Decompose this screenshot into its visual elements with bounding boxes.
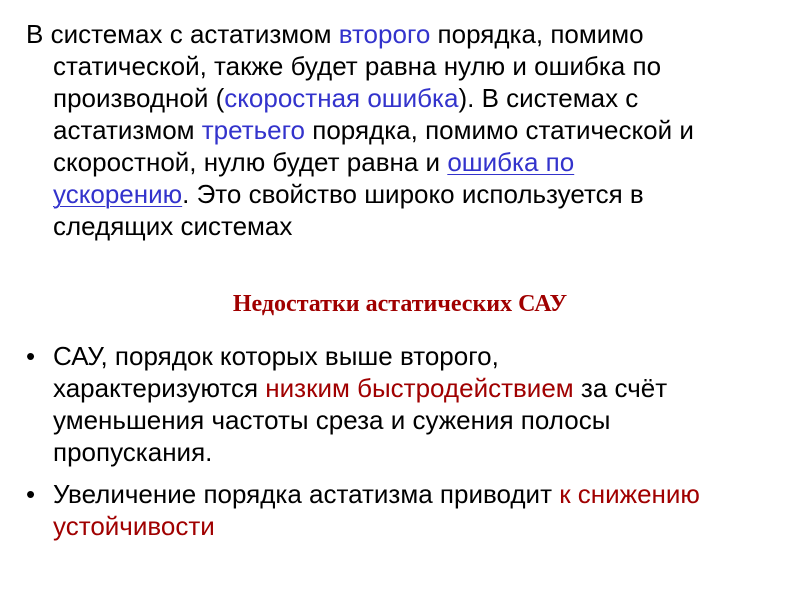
term-low-speed: низким быстродействием [265,373,574,403]
term-second: второго [338,19,431,49]
bullet-item: • Увеличение порядка астатизма приводит к снижению устойчивости [26,479,700,541]
term-stability-decrease-2: устойчивости [53,511,215,541]
intro-paragraph [26,18,766,242]
para-line: ускорению. Это свойство широко используется в [53,179,644,209]
section-heading: Недостатки астатических САУ [232,291,568,317]
para-line: производной (скоростная ошибка). В системах с [53,83,639,113]
para-line: скоростной, нулю будет равна и ошибка по [53,147,575,177]
para-line: астатизмом третьего порядка, помимо статической и [53,115,694,145]
bullet-item: • САУ, порядок которых выше второго, характеризуются низким быстродействием за счёт уменьшения частоты среза и сужения полосы пропускания. [26,341,668,467]
term-velocity-error: скоростная ошибка [224,83,459,113]
para-line: В системах с астатизмом второго порядка, помимо [26,19,644,49]
para-line: статической, также будет равна нулю и ошибка по [53,51,662,81]
term-acceleration-error-2: ускорению [53,179,183,209]
para-line: следящих системах [53,211,293,241]
bullet-list [26,340,786,552]
term-stability-decrease-1: к снижению [559,479,700,509]
term-third: третьего [201,115,306,145]
bullet-icon: • [26,479,36,509]
bullet-icon: • [26,341,36,371]
term-acceleration-error-1: ошибка по [447,147,575,177]
